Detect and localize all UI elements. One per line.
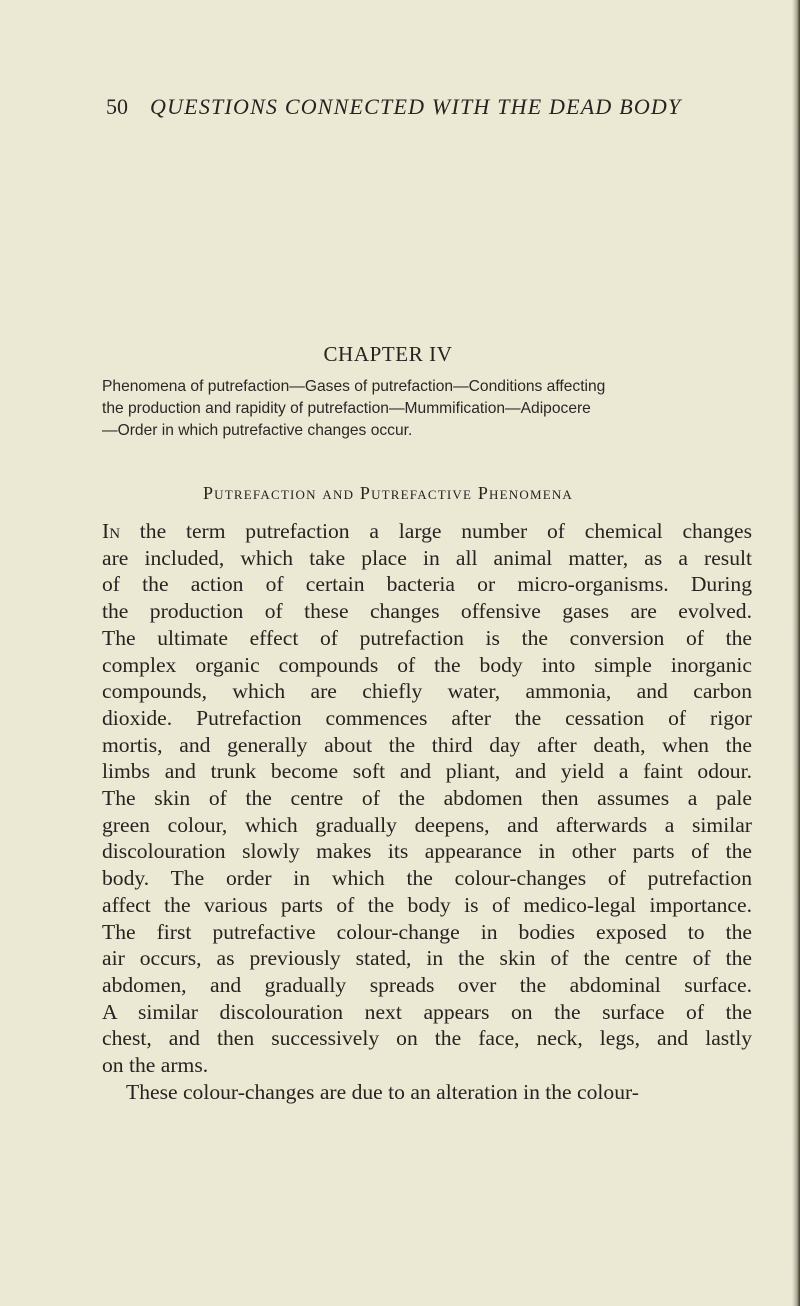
body-line: of the action of certain bacteria or micro-organisms. During — [102, 572, 752, 597]
body-line: body. The order in which the colour-changes of putrefaction — [102, 866, 752, 891]
body-line: are included, which take place in all animal matter, as a result — [102, 545, 752, 570]
body-line: These colour-changes are due to an alteration in the colour- — [126, 1079, 639, 1104]
body-line: affect the various parts of the body is of medico-legal importance. — [102, 892, 752, 917]
body-line: discolouration slowly makes its appearance in other parts of the — [102, 839, 752, 864]
synopsis-line: Phenomena of putrefaction—Gases of putrefaction—Conditions affecting — [102, 378, 606, 395]
body-line: The ultimate effect of putrefaction is the conversion of the — [102, 625, 752, 650]
body-line: limbs and trunk become soft and pliant, and yield a faint odour. — [102, 759, 752, 784]
chapter-heading: CHAPTER IV — [323, 342, 453, 366]
lead-word: In — [102, 519, 121, 543]
section-heading: Putrefaction and Putrefactive Phenomena — [202, 483, 574, 503]
page-number: 50 — [106, 94, 128, 119]
body-line: complex organic compounds of the body into simple inorganic — [102, 652, 752, 677]
running-head — [106, 94, 746, 124]
body-line-text: the term putrefaction a large number of chemical changes — [120, 519, 752, 543]
body-line: chest, and then successively on the face, neck, legs, and lastly — [102, 1026, 752, 1051]
body-text — [102, 518, 752, 1105]
body-line: on the arms. — [102, 1053, 209, 1078]
body-line: The first putrefactive colour-change in bodies exposed to the — [102, 919, 752, 944]
body-line: green colour, which gradually deepens, and afterwards a similar — [102, 812, 752, 837]
body-line-first — [102, 518, 752, 545]
body-line: the production of these changes offensive gases are evolved. — [102, 599, 752, 624]
body-line: air occurs, as previously stated, in the skin of the centre of the — [102, 946, 752, 971]
synopsis-line: the production and rapidity of putrefaction—Mummification—Adipocere — [102, 400, 591, 417]
running-title: QUESTIONS CONNECTED WITH THE DEAD BODY — [150, 94, 682, 119]
page-edge-shadow — [792, 0, 800, 1306]
synopsis-line: —Order in which putrefactive changes occur. — [102, 422, 413, 439]
body-line: mortis, and generally about the third day after death, when the — [102, 732, 752, 757]
body-line: abdomen, and gradually spreads over the abdominal surface. — [102, 972, 752, 997]
body-line: The skin of the centre of the abdomen then assumes a pale — [102, 786, 752, 811]
chapter-synopsis — [102, 376, 742, 442]
body-line: compounds, which are chiefly water, ammonia, and carbon — [102, 679, 752, 704]
body-line: A similar discolouration next appears on the surface of the — [102, 999, 752, 1024]
body-line: dioxide. Putrefaction commences after the cessation of rigor — [102, 705, 752, 730]
